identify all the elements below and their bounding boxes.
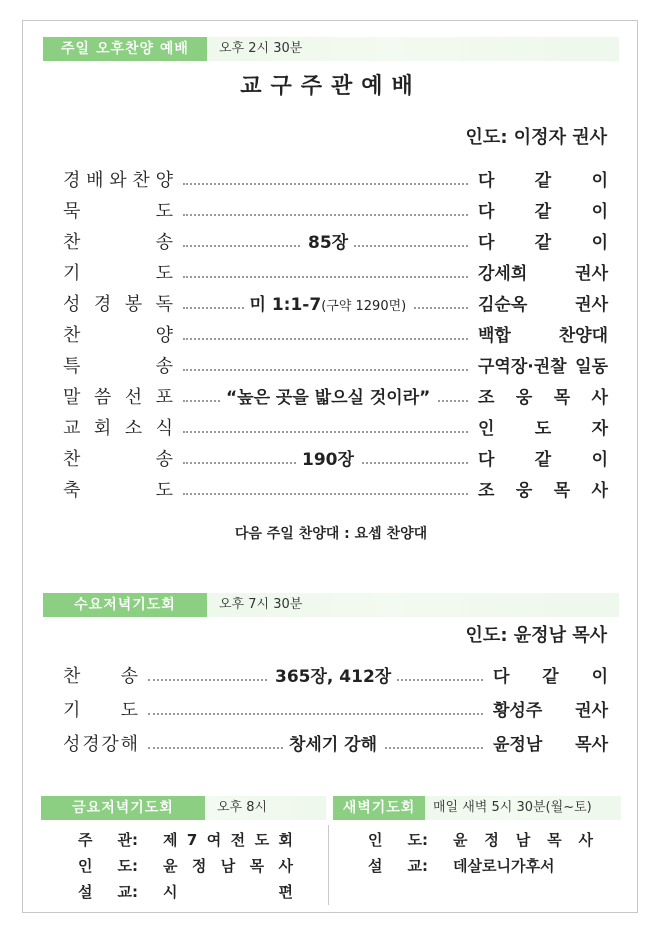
spread-char: 성 bbox=[63, 734, 81, 755]
spread-char: 교: bbox=[407, 857, 428, 875]
wednesday-order-detail-text: 창세기 강해 bbox=[289, 735, 378, 755]
spread-char: 소 bbox=[124, 418, 143, 439]
sunday-order-value bbox=[478, 324, 608, 348]
spread-char: 설 bbox=[368, 857, 383, 875]
spread-char: 특 bbox=[63, 356, 81, 377]
spread-char: 회 bbox=[278, 831, 293, 849]
sunday-order-detail bbox=[220, 386, 436, 410]
spread-char: 같 bbox=[542, 667, 559, 687]
dawn-detail-row bbox=[368, 829, 593, 851]
spread-char: 말 bbox=[63, 387, 81, 408]
spread-char: 봉 bbox=[124, 294, 143, 315]
spread-char: 윤정남 bbox=[493, 735, 543, 755]
spread-char: 같 bbox=[534, 202, 552, 222]
sunday-order-value bbox=[478, 448, 608, 472]
sunday-order-label bbox=[63, 448, 173, 472]
spread-char: 사 bbox=[591, 388, 608, 408]
spread-char: 시 bbox=[163, 883, 178, 901]
dawn-header-band bbox=[333, 796, 621, 820]
sunday-order-label bbox=[63, 169, 173, 193]
spread-char: 찬 bbox=[132, 170, 150, 191]
spread-char: 와 bbox=[109, 170, 127, 191]
sunday-order-row bbox=[63, 293, 608, 317]
sunday-order-detail bbox=[244, 293, 413, 317]
spread-char: 교 bbox=[63, 418, 81, 439]
sunday-order-value bbox=[478, 355, 608, 379]
spread-char: 씀 bbox=[93, 387, 112, 408]
spread-char: 데살로니가후서 bbox=[453, 857, 555, 875]
sunday-order-value bbox=[478, 417, 608, 441]
sunday-order-row bbox=[63, 262, 608, 286]
spread-char: 자 bbox=[591, 419, 608, 439]
friday-service-time: 오후 8시 bbox=[217, 800, 268, 815]
sunday-order-label bbox=[63, 355, 173, 379]
spread-char: 인 bbox=[478, 419, 495, 439]
spread-char: 도 bbox=[534, 419, 552, 439]
sunday-order-value bbox=[478, 200, 608, 224]
friday-detail-key bbox=[78, 855, 138, 877]
sunday-order-value bbox=[478, 293, 608, 317]
spread-char: 같 bbox=[534, 450, 552, 470]
spread-char: 송 bbox=[120, 666, 138, 687]
spread-char: 제 bbox=[163, 831, 178, 849]
spread-char: 정 bbox=[484, 831, 499, 849]
dawn-service-tag: 새벽기도회 bbox=[333, 796, 425, 820]
wednesday-order-row bbox=[63, 665, 608, 689]
sunday-order-row bbox=[63, 355, 608, 379]
spread-char: 회 bbox=[93, 418, 112, 439]
spread-char: 권사 bbox=[575, 295, 608, 315]
wednesday-order-row bbox=[63, 733, 608, 757]
sunday-order-value bbox=[478, 262, 608, 286]
spread-char: 경 bbox=[82, 734, 100, 755]
sunday-order-detail bbox=[296, 448, 360, 472]
sunday-order-value bbox=[478, 386, 608, 410]
spread-char: 양 bbox=[155, 325, 173, 346]
spread-char: 목 bbox=[553, 481, 571, 501]
spread-char: 황성주 bbox=[493, 701, 543, 721]
spread-char: 이 bbox=[591, 233, 608, 253]
sunday-order-leader-dots bbox=[183, 493, 468, 495]
sunday-order-row bbox=[63, 417, 608, 441]
spread-char: 묵 bbox=[63, 201, 81, 222]
spread-char: 인 bbox=[78, 857, 93, 875]
friday-detail-row bbox=[78, 855, 293, 877]
spread-char: 남 bbox=[220, 857, 236, 875]
spread-char: 조 bbox=[478, 481, 495, 501]
spread-char: 축 bbox=[63, 480, 81, 501]
spread-char: 다 bbox=[478, 202, 495, 222]
sunday-order-row bbox=[63, 386, 608, 410]
sunday-order-value bbox=[478, 231, 608, 255]
sunday-service-time: 오후 2시 30분 bbox=[219, 41, 303, 56]
spread-char: 기 bbox=[63, 700, 81, 721]
spread-char: 양 bbox=[155, 170, 173, 191]
friday-detail-key bbox=[78, 881, 138, 903]
friday-detail-row bbox=[78, 881, 293, 903]
sunday-order-detail bbox=[302, 231, 354, 255]
spread-char: 찬 bbox=[63, 325, 81, 346]
sunday-order-detail-text: 85장 bbox=[308, 233, 349, 253]
spread-char: 사 bbox=[278, 857, 293, 875]
next-choir-note: 다음 주일 찬양대 : 요셉 찬양대 bbox=[234, 526, 428, 542]
wednesday-header-band bbox=[43, 593, 619, 617]
spread-char: 도: bbox=[117, 857, 138, 875]
spread-char: 정 bbox=[191, 857, 207, 875]
spread-char: 배 bbox=[86, 170, 104, 191]
sunday-order-detail-note: (구약 1290면) bbox=[321, 299, 407, 314]
friday-detail-value bbox=[163, 881, 293, 903]
spread-char: 성 bbox=[63, 294, 81, 315]
spread-char: 다 bbox=[478, 233, 495, 253]
spread-char: 찬양대 bbox=[558, 326, 608, 346]
sunday-order-leader-dots bbox=[183, 338, 468, 340]
spread-char: 7 bbox=[186, 831, 198, 849]
dawn-detail-value bbox=[453, 829, 593, 851]
spread-char: 웅 bbox=[515, 388, 533, 408]
column-divider bbox=[328, 825, 329, 905]
friday-detail-value bbox=[163, 829, 293, 851]
spread-char: 목사 bbox=[575, 735, 608, 755]
spread-char: 도 bbox=[120, 700, 138, 721]
spread-char: 도 bbox=[155, 263, 173, 284]
spread-char: 윤 bbox=[163, 857, 178, 875]
sunday-order-leader-dots bbox=[183, 183, 468, 185]
sunday-service-title: 교구주관예배 bbox=[240, 74, 422, 99]
wednesday-order-detail bbox=[269, 665, 397, 689]
sunday-order-leader-dots bbox=[183, 369, 468, 371]
spread-char: 권사 bbox=[575, 701, 608, 721]
spread-char: 도 bbox=[254, 831, 270, 849]
wednesday-order-label bbox=[63, 733, 138, 757]
friday-detail-value bbox=[163, 855, 293, 877]
spread-char: 강세희 bbox=[478, 264, 528, 284]
sunday-leader: 인도: 이정자 권사 bbox=[465, 127, 607, 148]
spread-char: 송 bbox=[155, 356, 173, 377]
sunday-order-row bbox=[63, 169, 608, 193]
spread-char: 찬 bbox=[63, 666, 81, 687]
spread-char: 목 bbox=[249, 857, 265, 875]
sunday-service-tag: 주일 오후찬양 예배 bbox=[43, 37, 207, 61]
spread-char: 해 bbox=[120, 734, 138, 755]
spread-char: 도: bbox=[407, 831, 428, 849]
wednesday-order-label bbox=[63, 665, 138, 689]
wednesday-service-time: 오후 7시 30분 bbox=[219, 597, 303, 612]
sunday-order-detail-text: 미 1:1-7 bbox=[249, 295, 322, 315]
spread-char: 남 bbox=[515, 831, 531, 849]
spread-char: 다 bbox=[493, 667, 510, 687]
sunday-order-label bbox=[63, 386, 173, 410]
sunday-order-row bbox=[63, 200, 608, 224]
sunday-order-leader-dots bbox=[183, 214, 468, 216]
friday-header-band bbox=[41, 796, 326, 820]
spread-char: 이 bbox=[591, 202, 608, 222]
spread-char: 이 bbox=[591, 450, 608, 470]
spread-char: 사 bbox=[591, 481, 608, 501]
spread-char: 송 bbox=[155, 232, 173, 253]
sunday-order-label bbox=[63, 293, 173, 317]
wednesday-order-detail bbox=[283, 733, 383, 757]
spread-char: 여 bbox=[206, 831, 222, 849]
sunday-order-row bbox=[63, 324, 608, 348]
spread-char: 권사 bbox=[575, 264, 608, 284]
spread-char: 일동 bbox=[575, 357, 608, 377]
spread-char: 식 bbox=[155, 418, 173, 439]
sunday-order-detail-text: 190장 bbox=[302, 450, 354, 470]
wednesday-order-value bbox=[493, 733, 608, 757]
sunday-order-label bbox=[63, 417, 173, 441]
spread-char: 관: bbox=[117, 831, 138, 849]
spread-char: 이 bbox=[591, 171, 608, 191]
spread-char: 전 bbox=[230, 831, 246, 849]
friday-detail-key bbox=[78, 829, 138, 851]
spread-char: 웅 bbox=[515, 481, 533, 501]
spread-char: 다 bbox=[478, 171, 495, 191]
dawn-detail-key bbox=[368, 855, 428, 877]
spread-char: 같 bbox=[534, 171, 552, 191]
sunday-order-value bbox=[478, 169, 608, 193]
spread-char: 독 bbox=[155, 294, 173, 315]
spread-char: 경 bbox=[93, 294, 112, 315]
spread-char: 강 bbox=[101, 734, 119, 755]
wednesday-order-detail-text: 365장, 412장 bbox=[275, 667, 392, 687]
spread-char: 같 bbox=[534, 233, 552, 253]
wednesday-order-row bbox=[63, 699, 608, 723]
spread-char: 송 bbox=[155, 449, 173, 470]
friday-service-tag: 금요저녁기도회 bbox=[41, 796, 205, 820]
spread-char: 윤 bbox=[453, 831, 468, 849]
sunday-order-row bbox=[63, 448, 608, 472]
spread-char: 사 bbox=[578, 831, 593, 849]
spread-char: 포 bbox=[155, 387, 173, 408]
spread-char: 선 bbox=[124, 387, 143, 408]
dawn-detail-key bbox=[368, 829, 428, 851]
spread-char: 다 bbox=[478, 450, 495, 470]
spread-char: 인 bbox=[368, 831, 383, 849]
spread-char: 교: bbox=[117, 883, 138, 901]
dawn-detail-row bbox=[368, 855, 593, 877]
spread-char: 도 bbox=[155, 480, 173, 501]
spread-char: 찬 bbox=[63, 449, 81, 470]
spread-char: 도 bbox=[155, 201, 173, 222]
sunday-order-label bbox=[63, 479, 173, 503]
spread-char: 설 bbox=[78, 883, 93, 901]
wednesday-order-value bbox=[493, 665, 608, 689]
sunday-order-label bbox=[63, 200, 173, 224]
wednesday-service-tag: 수요저녁기도회 bbox=[43, 593, 207, 617]
spread-char: 조 bbox=[478, 388, 495, 408]
spread-char: 백합 bbox=[478, 326, 511, 346]
sunday-order-value bbox=[478, 479, 608, 503]
spread-char: 목 bbox=[547, 831, 562, 849]
dawn-detail-value bbox=[453, 855, 593, 877]
wednesday-leader: 인도: 윤정남 목사 bbox=[465, 625, 607, 646]
spread-char: 기 bbox=[63, 263, 81, 284]
bulletin-page bbox=[22, 20, 638, 913]
spread-char: 편 bbox=[278, 883, 293, 901]
spread-char: 이 bbox=[591, 667, 608, 687]
sunday-order-row bbox=[63, 479, 608, 503]
sunday-order-label bbox=[63, 231, 173, 255]
spread-char: 김순옥 bbox=[478, 295, 528, 315]
spread-char: 경 bbox=[63, 170, 81, 191]
sunday-order-detail-text: “높은 곳을 밟으실 것이라” bbox=[226, 388, 431, 408]
wednesday-order-label bbox=[63, 699, 138, 723]
sunday-order-row bbox=[63, 231, 608, 255]
spread-char: 목 bbox=[553, 388, 571, 408]
wednesday-order-value bbox=[493, 699, 608, 723]
dawn-service-time: 매일 새벽 5시 30분(월~토) bbox=[433, 800, 592, 815]
sunday-header-band bbox=[43, 37, 619, 61]
wednesday-order-leader-dots bbox=[148, 713, 483, 715]
sunday-order-label bbox=[63, 262, 173, 286]
spread-char: 찬 bbox=[63, 232, 81, 253]
sunday-order-leader-dots bbox=[183, 431, 468, 433]
sunday-order-leader-dots bbox=[183, 276, 468, 278]
spread-char: 주 bbox=[78, 831, 93, 849]
friday-detail-row bbox=[78, 829, 293, 851]
spread-char: 구역장·권찰 bbox=[478, 357, 567, 377]
sunday-order-label bbox=[63, 324, 173, 348]
